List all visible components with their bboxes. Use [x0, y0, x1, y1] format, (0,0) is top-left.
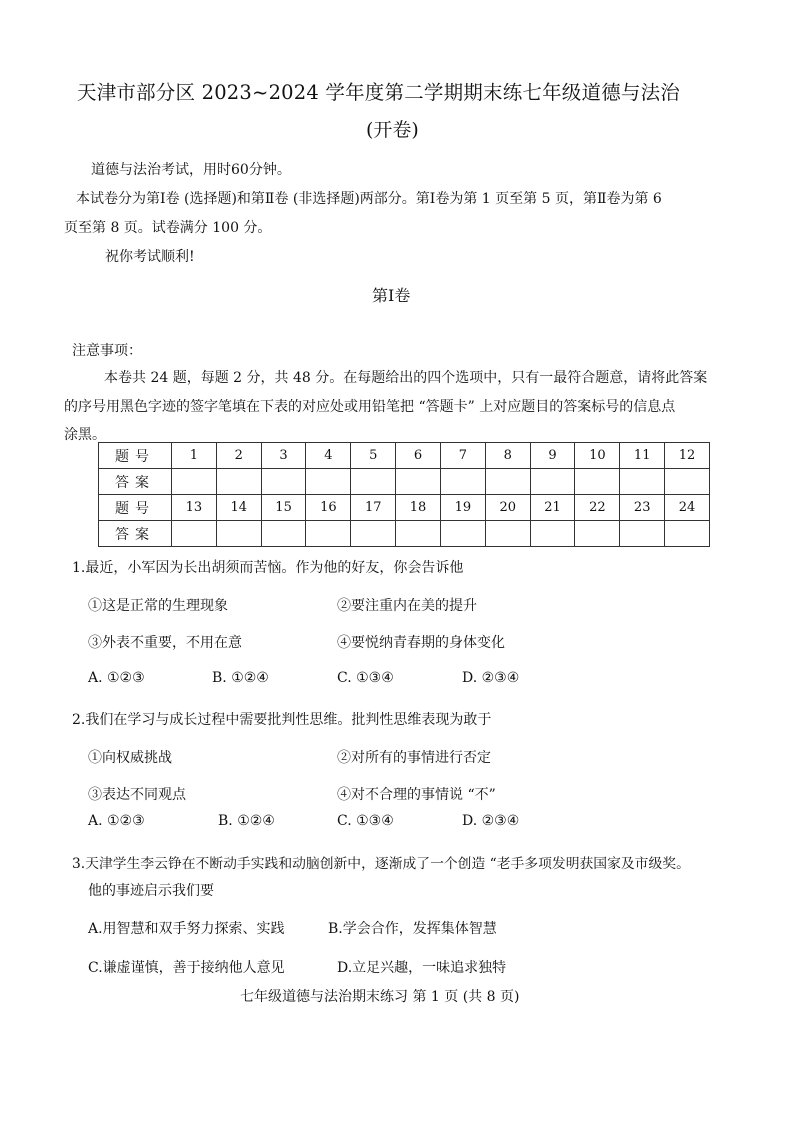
q2-option-d[interactable]: D. ②③④: [462, 813, 520, 829]
question-number: 12: [665, 443, 710, 469]
q3-option-b[interactable]: B.学会合作，发挥集体智慧: [328, 921, 497, 937]
intro-line-3: 祝你考试顺利!: [105, 249, 195, 265]
question-number: 5: [351, 443, 396, 469]
answer-cell[interactable]: [351, 521, 396, 547]
q1-statement-3: ③外表不重要，不用在意: [88, 635, 242, 651]
question-number: 7: [440, 443, 485, 469]
question-3-stem-line-1: 3.天津学生李云铮在不断动手实践和动脑创新中，逐渐成了一个创造 “老手多项发明获国家及市级奖。: [72, 856, 690, 872]
intro-line-2b: 页至第 8 页。试卷满分 100 分。: [64, 220, 272, 236]
question-number: 11: [620, 443, 665, 469]
answer-cell[interactable]: [485, 521, 530, 547]
answer-cell[interactable]: [306, 469, 351, 495]
q1-option-d[interactable]: D. ②③④: [462, 670, 520, 686]
question-number: 13: [172, 495, 217, 521]
answer-cell[interactable]: [396, 469, 441, 495]
question-number: 8: [485, 443, 530, 469]
table-row: [99, 443, 710, 469]
q1-statement-2: ②要注重内在美的提升: [337, 598, 477, 614]
question-number: 9: [530, 443, 575, 469]
question-number: 24: [665, 495, 710, 521]
intro-line-1: 道德与法治考试，用时60分钟。: [91, 162, 291, 178]
answer-cell[interactable]: [172, 469, 217, 495]
answer-cell[interactable]: [440, 521, 485, 547]
table-row: [99, 469, 710, 495]
q1-statement-1: ①这是正常的生理现象: [88, 598, 228, 614]
question-number: 21: [530, 495, 575, 521]
q2-statement-3: ③表达不同观点: [88, 787, 186, 803]
question-number: 16: [306, 495, 351, 521]
question-number: 4: [306, 443, 351, 469]
question-number: 10: [575, 443, 620, 469]
question-number: 15: [261, 495, 306, 521]
question-2-stem: 2.我们在学习与成长过程中需要批判性思维。批判性思维表现为敢于: [72, 712, 492, 728]
page-footer: 七年级道德与法治期末练习 第 1 页 (共 8 页): [240, 989, 520, 1005]
question-number: 3: [261, 443, 306, 469]
answer-cell[interactable]: [575, 521, 620, 547]
notice-heading: 注意事项：: [72, 343, 142, 359]
answer-cell[interactable]: [396, 521, 441, 547]
page-title: 天津市部分区 2023~2024 学年度第二学期期末练七年级道德与法治: [77, 81, 680, 104]
question-number: 14: [216, 495, 261, 521]
table-row: [99, 521, 710, 547]
answer-cell[interactable]: [216, 521, 261, 547]
q1-option-c[interactable]: C. ①③④: [337, 670, 394, 686]
question-number: 2: [216, 443, 261, 469]
q2-option-b[interactable]: B. ①②④: [218, 813, 275, 829]
answer-cell[interactable]: [665, 521, 710, 547]
question-number: 19: [440, 495, 485, 521]
question-number: 18: [396, 495, 441, 521]
table-row: [99, 495, 710, 521]
answer-cell[interactable]: [351, 469, 396, 495]
answer-table: [98, 442, 710, 547]
answer-cell[interactable]: [440, 469, 485, 495]
answer-cell[interactable]: [216, 469, 261, 495]
answer-cell[interactable]: [261, 521, 306, 547]
notice-line-2: 的序号用黑色字迹的签字笔填在下表的对应处或用铅笔把 “答题卡” 上对应题目的答案标号的信息点: [64, 399, 676, 415]
q1-option-b[interactable]: B. ①②④: [212, 670, 269, 686]
label-answer: 答案: [99, 469, 172, 495]
q2-option-a[interactable]: A. ①②③: [88, 813, 145, 829]
answer-cell[interactable]: [530, 521, 575, 547]
label-answer: 答案: [99, 521, 172, 547]
answer-cell[interactable]: [620, 521, 665, 547]
question-number: 23: [620, 495, 665, 521]
question-number: 6: [396, 443, 441, 469]
q2-statement-1: ①向权威挑战: [88, 750, 172, 766]
answer-cell[interactable]: [172, 521, 217, 547]
answer-cell[interactable]: [261, 469, 306, 495]
answer-cell[interactable]: [620, 469, 665, 495]
question-number: 20: [485, 495, 530, 521]
q1-statement-4: ④要悦纳青春期的身体变化: [337, 635, 505, 651]
q2-option-c[interactable]: C. ①③④: [337, 813, 394, 829]
q2-statement-2: ②对所有的事情进行否定: [337, 750, 491, 766]
question-1-stem: 1.最近，小军因为长出胡须而苦恼。作为他的好友，你会告诉他: [72, 560, 464, 576]
q3-option-a[interactable]: A.用智慧和双手努力探索、实践: [88, 921, 285, 937]
label-question-number: 题号: [99, 443, 172, 469]
q2-statement-4: ④对不合理的事情说 “不”: [337, 787, 496, 803]
answer-cell[interactable]: [485, 469, 530, 495]
q3-option-c[interactable]: C.谦虚谨慎，善于接纳他人意见: [88, 960, 285, 976]
notice-line-3: 涂黑。: [64, 427, 106, 443]
intro-line-2a: 本试卷分为第Ⅰ卷 (选择题)和第Ⅱ卷 (非选择题)两部分。第Ⅰ卷为第 1 页至第 5 页，第Ⅱ卷为第 6: [76, 191, 662, 207]
label-question-number: 题号: [99, 495, 172, 521]
answer-cell[interactable]: [665, 469, 710, 495]
answer-cell[interactable]: [575, 469, 620, 495]
q3-option-d[interactable]: D.立足兴趣，一味追求独特: [337, 960, 507, 976]
question-number: 1: [172, 443, 217, 469]
answer-cell[interactable]: [306, 521, 351, 547]
notice-line-1: 本卷共 24 题，每题 2 分，共 48 分。在每题给出的四个选项中，只有一最符合题意，请将此答案: [104, 370, 708, 386]
question-number: 22: [575, 495, 620, 521]
page-subtitle: (开卷): [366, 119, 419, 141]
question-number: 17: [351, 495, 396, 521]
answer-cell[interactable]: [530, 469, 575, 495]
section-title: 第Ⅰ卷: [372, 286, 411, 305]
q1-option-a[interactable]: A. ①②③: [88, 670, 145, 686]
question-3-stem-line-2: 他的事迹启示我们要: [88, 883, 214, 899]
